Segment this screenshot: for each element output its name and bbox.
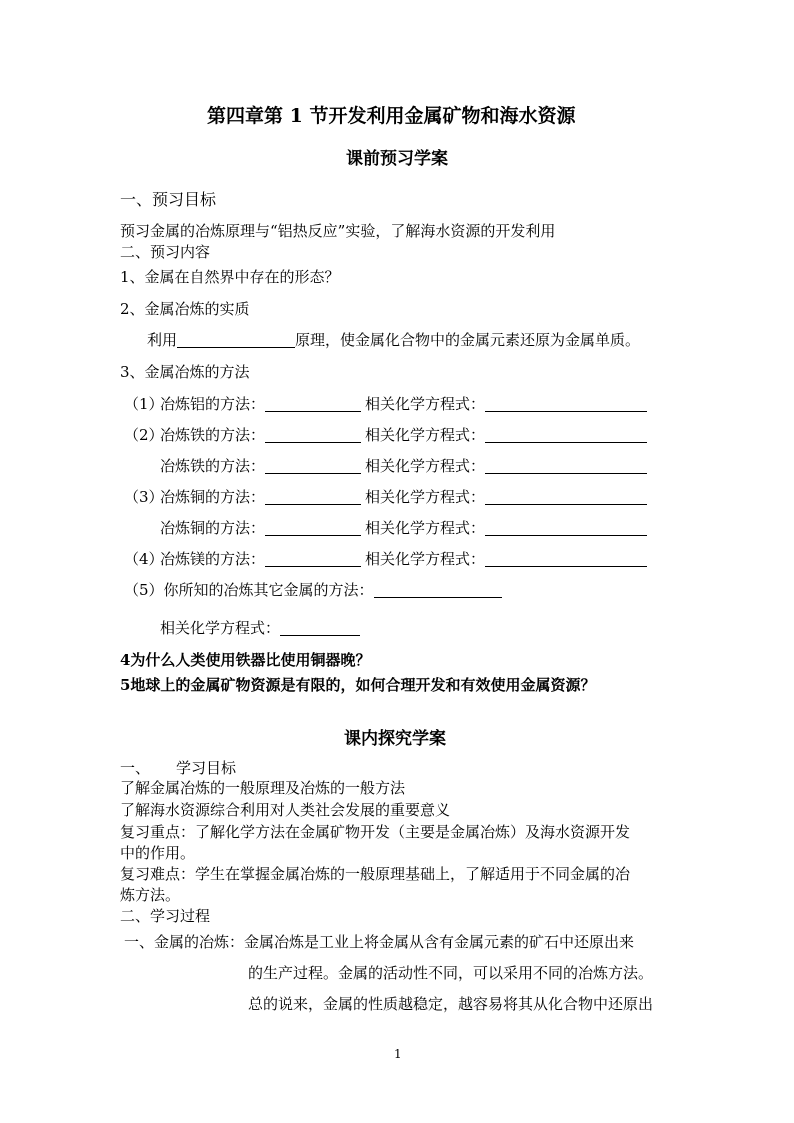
method-row	[124, 549, 647, 569]
key-point-line-2: 中的作用。	[120, 844, 196, 862]
method-blank[interactable]	[265, 550, 361, 567]
method-row	[124, 394, 647, 414]
smelting-paragraph-line-3: 总的说来，金属的性质越稳定，越容易将其从化合物中还原出	[248, 995, 654, 1013]
smelting-paragraph-line-1: 一、金属的冶炼：金属冶炼是工业上将金属从含有金属元素的矿石中还原出来	[124, 933, 635, 951]
method-label: 冶炼铜的方法：	[160, 488, 266, 506]
method-blank[interactable]	[265, 519, 361, 536]
key-point-line-1: 复习重点：了解化学方法在金属矿物开发（主要是金属冶炼）及海水资源开发	[120, 823, 631, 841]
difficulty-line-2: 炼方法。	[120, 886, 181, 904]
method-label: 冶炼铁的方法：	[160, 457, 266, 475]
equation-label: 相关化学方程式：	[365, 550, 486, 568]
page-number: 1	[394, 1047, 402, 1061]
difficulty-line-1: 复习难点：学生在掌握金属冶炼的一般原理基础上，了解适用于不同金属的冶	[120, 865, 631, 883]
equation-blank[interactable]	[485, 550, 647, 567]
method-blank[interactable]	[265, 457, 361, 474]
in-class-goal-1: 了解金属冶炼的一般原理及冶炼的一般方法	[120, 779, 406, 797]
method-other-equation-label: 相关化学方程式：	[160, 619, 281, 637]
equation-label: 相关化学方程式：	[365, 426, 486, 444]
method-blank[interactable]	[265, 488, 361, 505]
method-label: 冶炼铝的方法：	[160, 395, 266, 413]
in-class-goal-2: 了解海水资源综合利用对人类社会发展的重要意义	[120, 801, 451, 819]
equation-blank[interactable]	[485, 457, 647, 474]
smelting-paragraph-line-2: 的生产过程。金属的活动性不同，可以采用不同的冶炼方法。	[248, 964, 654, 982]
in-class-goal-label: 学习目标	[176, 759, 237, 777]
learning-process-heading: 二、学习过程	[120, 907, 211, 925]
method-label: 冶炼镁的方法：	[160, 550, 266, 568]
pre-study-heading: 课前预习学案	[346, 149, 448, 169]
equation-blank[interactable]	[485, 395, 647, 412]
question-2-fill-line	[147, 330, 640, 350]
method-blank[interactable]	[265, 395, 361, 412]
equation-blank[interactable]	[485, 519, 647, 536]
question-5: 5地球上的金属矿物资源是有限的，如何合理开发和有效使用金属资源？	[120, 676, 596, 694]
question-4: 4为什么人类使用铁器比使用铜器晚？	[120, 651, 371, 669]
method-blank[interactable]	[265, 426, 361, 443]
pre-study-goal: 预习金属的冶炼原理与“铝热反应”实验，了解海水资源的开发利用	[120, 222, 556, 240]
equation-blank[interactable]	[485, 426, 647, 443]
pre-study-section-goal-heading: 一、预习目标	[120, 190, 217, 209]
question-3: 3、金属冶炼的方法	[120, 363, 250, 381]
method-number: （3）	[124, 488, 164, 506]
method-number: （1）	[124, 395, 164, 413]
method-other-row	[124, 580, 502, 600]
document-title: 第四章第 1 节开发利用金属矿物和海水资源	[207, 105, 576, 127]
equation-label: 相关化学方程式：	[365, 519, 486, 537]
question-2-prefix: 利用	[147, 331, 178, 349]
method-label: 冶炼铜的方法：	[160, 519, 266, 537]
equation-label: 相关化学方程式：	[365, 395, 486, 413]
in-class-goal-number: 一、	[120, 759, 151, 777]
method-other-blank[interactable]	[374, 581, 502, 598]
method-other-equation-row	[160, 618, 360, 638]
method-number: （2）	[124, 426, 164, 444]
method-other-label: （5）你所知的冶炼其它金属的方法：	[124, 581, 374, 599]
question-2: 2、金属冶炼的实质	[120, 300, 250, 318]
method-row	[124, 456, 647, 476]
equation-blank[interactable]	[485, 488, 647, 505]
in-class-heading: 课内探究学案	[344, 729, 446, 749]
question-1: 1、金属在自然界中存在的形态？	[120, 268, 340, 286]
equation-label: 相关化学方程式：	[365, 457, 486, 475]
question-2-suffix: 原理，使金属化合物中的金属元素还原为金属单质。	[295, 331, 641, 349]
method-row	[124, 518, 647, 538]
method-row	[124, 487, 647, 507]
in-class-goal-heading	[120, 758, 236, 778]
equation-label: 相关化学方程式：	[365, 488, 486, 506]
pre-study-section-content-heading: 二、预习内容	[120, 243, 211, 261]
answer-blank[interactable]	[177, 331, 295, 348]
method-row	[124, 425, 647, 445]
method-other-equation-blank[interactable]	[280, 619, 360, 636]
method-number: （4）	[124, 550, 164, 568]
method-label: 冶炼铁的方法：	[160, 426, 266, 444]
